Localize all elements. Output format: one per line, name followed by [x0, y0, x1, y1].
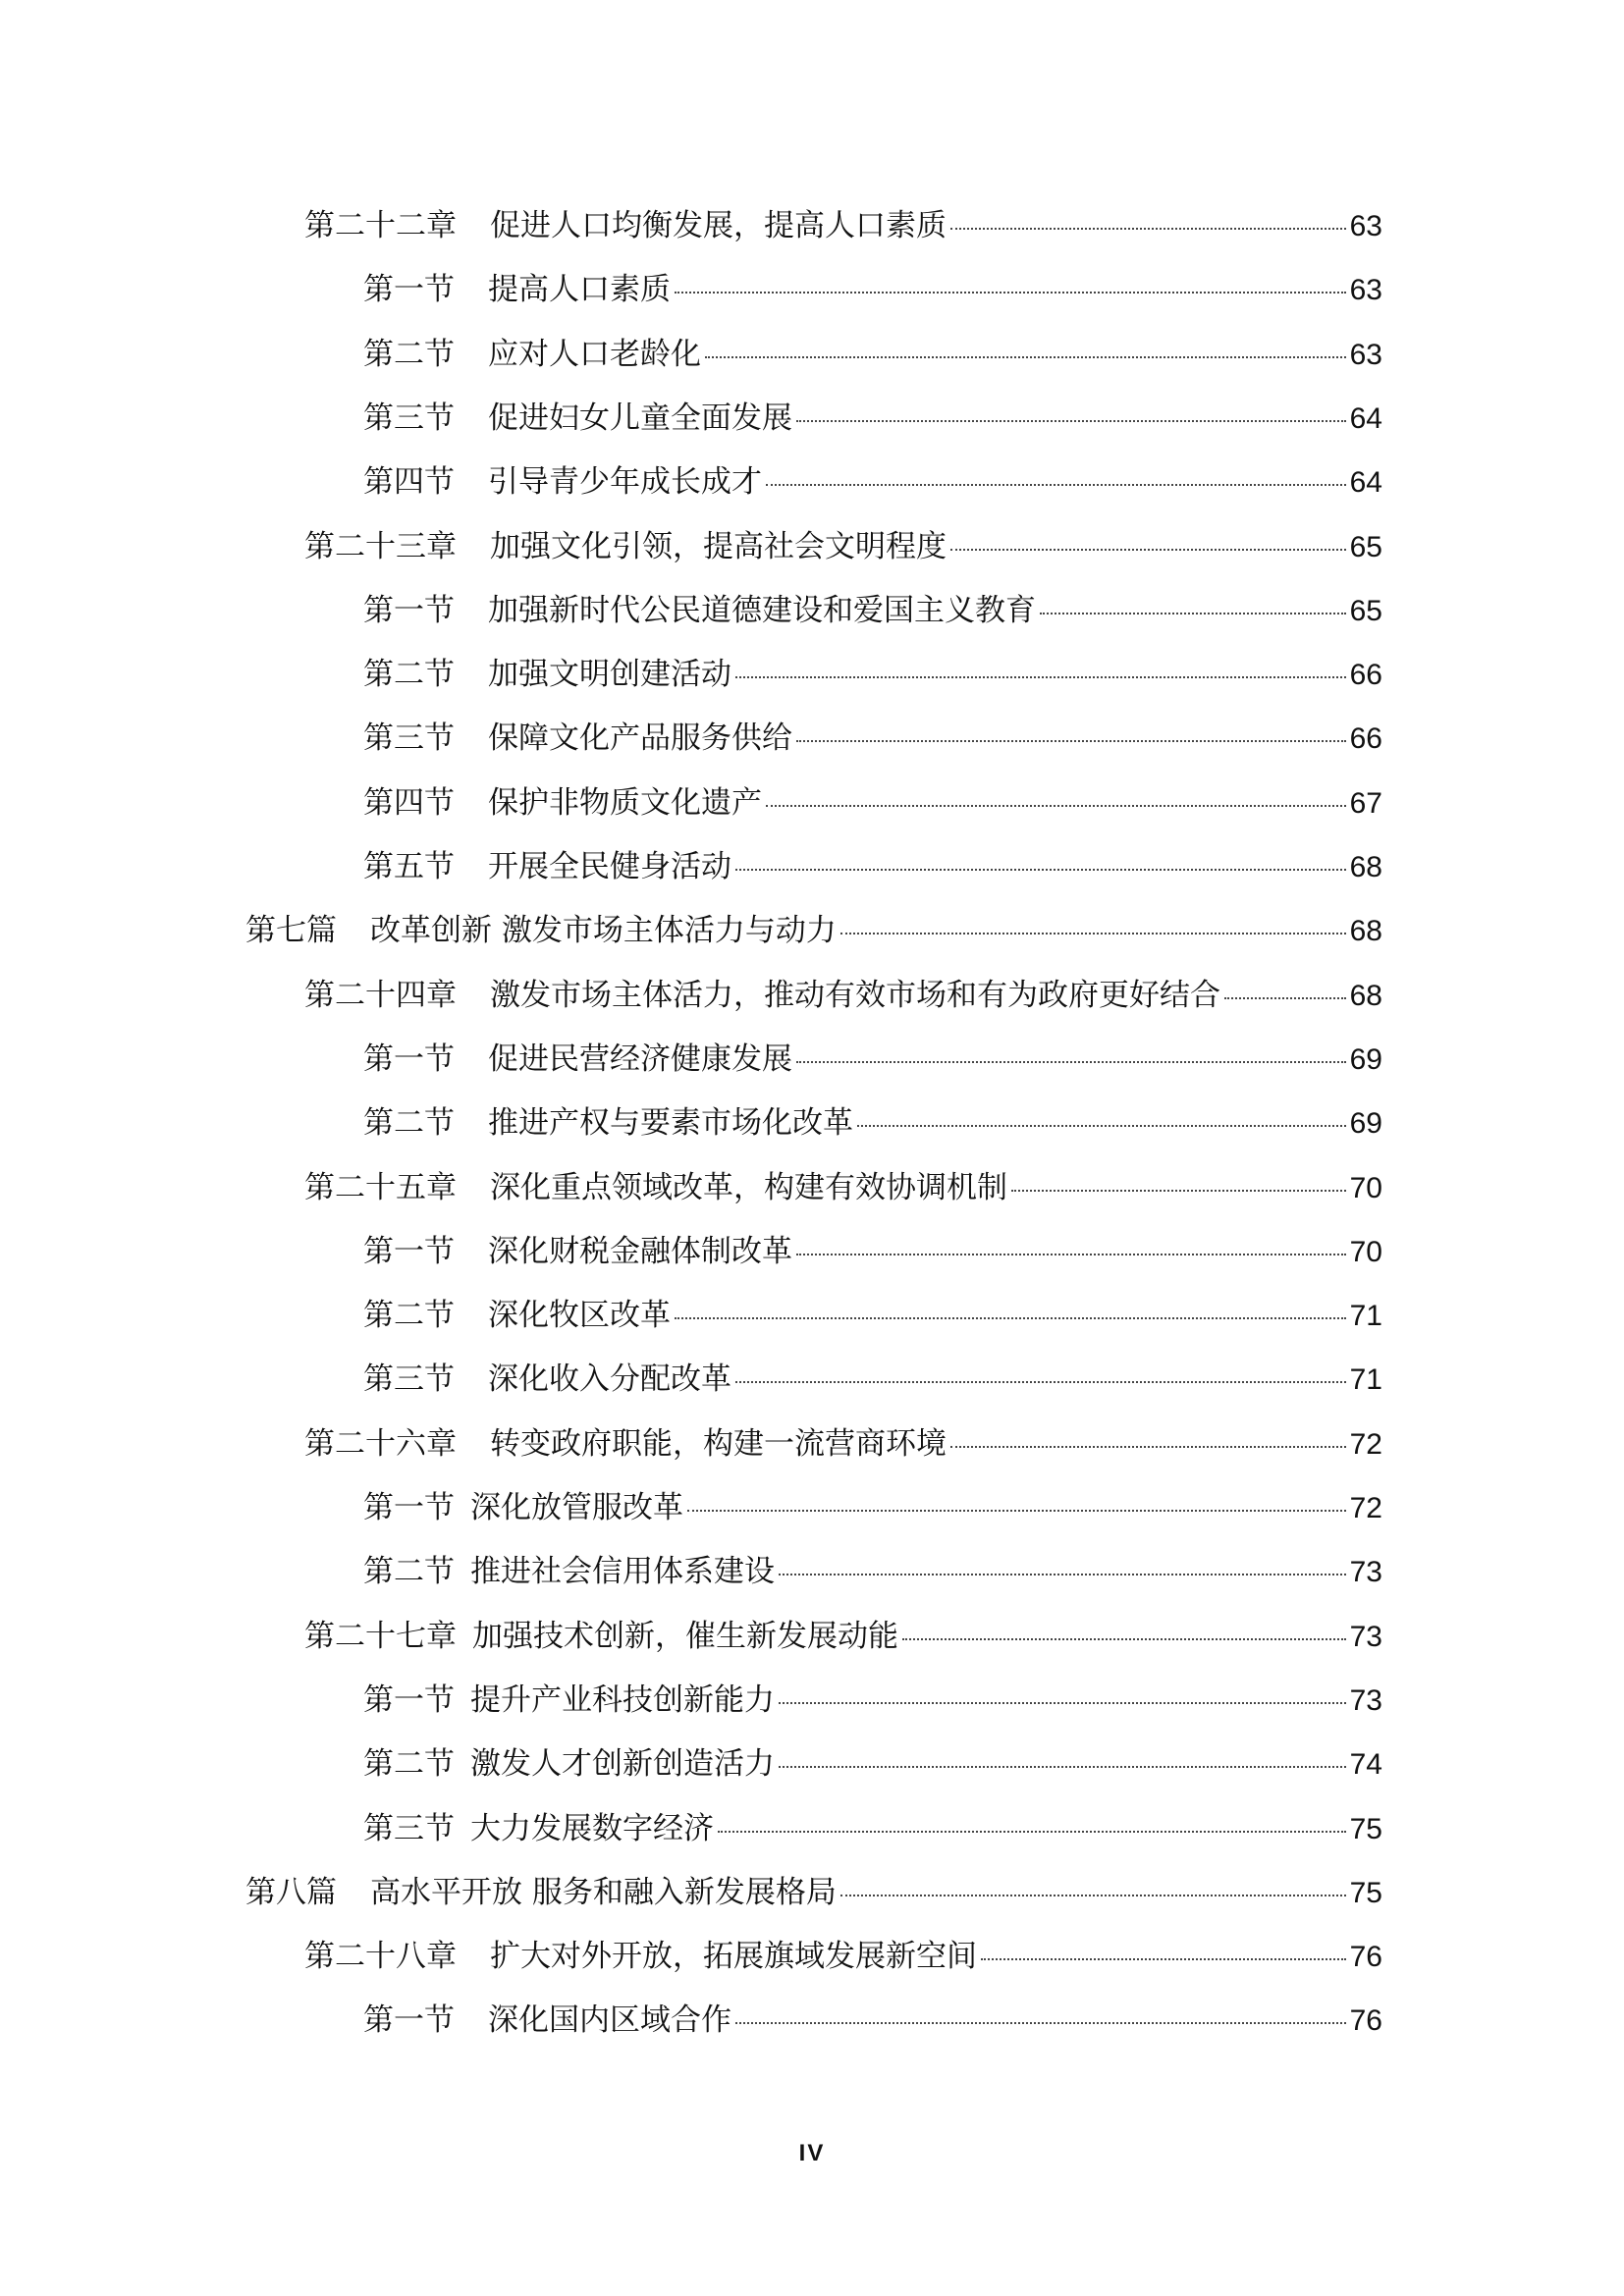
dot-leader: [950, 549, 1346, 551]
toc-entry-label: 第七篇: [245, 913, 337, 949]
toc-entry-label: 第二十三章: [304, 528, 457, 564]
toc-entry-section[interactable]: [363, 460, 1382, 504]
toc-entry-label: 第一节: [363, 1682, 455, 1718]
toc-entry-section[interactable]: [363, 653, 1382, 696]
toc-entry-page: 63: [1349, 338, 1382, 371]
toc-entry-page: 67: [1349, 786, 1382, 820]
toc-entry-page: 63: [1349, 274, 1382, 307]
toc-entry-page: 65: [1349, 530, 1382, 563]
toc-entry-title: 高水平开放 服务和融入新发展格局: [370, 1874, 837, 1910]
toc-entry-title: 加强新时代公民道德建设和爱国主义教育: [488, 592, 1036, 628]
toc-entry-label: 第二节: [363, 1746, 455, 1783]
toc-entry-title: 激发市场主体活力，推动有效市场和有为政府更好结合: [490, 977, 1220, 1013]
toc-entry-section[interactable]: [363, 1679, 1382, 1722]
toc-entry-section[interactable]: [363, 845, 1382, 888]
toc-entry-title: 促进人口均衡发展，提高人口素质: [490, 208, 947, 243]
toc-entry-section[interactable]: [363, 1550, 1382, 1593]
toc-entry-label: 第二十七章: [304, 1618, 457, 1654]
toc-entry-title: 加强技术创新，催生新发展动能: [472, 1618, 898, 1654]
toc-entry-page: 73: [1349, 1620, 1382, 1653]
toc-entry-page: 68: [1349, 979, 1382, 1012]
toc-entry-title: 促进民营经济健康发展: [488, 1041, 792, 1077]
toc-entry-section[interactable]: [363, 1230, 1382, 1273]
toc-entry-page: 76: [1349, 1941, 1382, 1974]
toc-entry-page: 63: [1349, 210, 1382, 242]
toc-entry-title: 推进产权与要素市场化改革: [488, 1105, 853, 1142]
toc-entry-title: 加强文明创建活动: [488, 657, 731, 693]
toc-entry-page: 71: [1349, 1363, 1382, 1397]
dot-leader: [735, 2022, 1346, 2024]
dot-leader: [779, 1574, 1346, 1575]
dot-leader: [718, 1831, 1346, 1833]
toc-entry-page: 64: [1349, 466, 1382, 500]
toc-entry-page: 70: [1349, 1235, 1382, 1268]
dot-leader: [1011, 1190, 1346, 1192]
dot-leader: [840, 1895, 1346, 1896]
dot-leader: [950, 1446, 1346, 1448]
toc-entry-section[interactable]: [363, 268, 1382, 311]
toc-entry-label: 第三节: [363, 400, 455, 436]
toc-entry-title: 激发人才创新创造活力: [470, 1746, 775, 1783]
toc-entry-page: 73: [1349, 1683, 1382, 1717]
toc-entry-chapter[interactable]: [304, 1166, 1382, 1209]
toc-entry-label: 第二节: [363, 336, 455, 372]
toc-entry-label: 第二十二章: [304, 208, 457, 243]
toc-entry-section[interactable]: [363, 397, 1382, 440]
toc-entry-section[interactable]: [363, 1358, 1382, 1401]
dot-leader: [902, 1638, 1346, 1640]
toc-entry-section[interactable]: [363, 1999, 1382, 2042]
toc-entry-chapter[interactable]: [304, 1935, 1382, 1978]
toc-entry-page: 76: [1349, 2004, 1382, 2038]
dot-leader: [687, 1510, 1346, 1512]
toc-entry-label: 第二节: [363, 1105, 455, 1142]
dot-leader: [735, 869, 1346, 871]
toc-entry-chapter[interactable]: [304, 1615, 1382, 1658]
dot-leader: [705, 356, 1346, 358]
toc-entry-title: 促进妇女儿童全面发展: [488, 400, 792, 436]
toc-entry-page: 69: [1349, 1107, 1382, 1141]
toc-entry-title: 保障文化产品服务供给: [488, 721, 792, 757]
toc-entry-title: 大力发展数字经济: [470, 1810, 714, 1846]
toc-entry-label: 第四节: [363, 784, 455, 821]
toc-entry-page: 75: [1349, 1876, 1382, 1909]
page-number: IV: [798, 2140, 826, 2166]
toc-entry-label: 第五节: [363, 849, 455, 884]
dot-leader: [766, 805, 1346, 807]
toc-entry-section[interactable]: [363, 589, 1382, 632]
toc-entry-label: 第三节: [363, 1810, 455, 1846]
toc-entry-title: 开展全民健身活动: [488, 849, 731, 884]
toc-entry-title: 应对人口老龄化: [488, 336, 701, 372]
dot-leader: [735, 1381, 1346, 1383]
toc-entry-title: 改革创新 激发市场主体活力与动力: [370, 913, 837, 949]
toc-entry-label: 第二节: [363, 657, 455, 693]
toc-entry-page: 68: [1349, 851, 1382, 883]
toc-entry-label: 第八篇: [245, 1874, 337, 1910]
toc-entry-section[interactable]: [363, 1742, 1382, 1786]
dot-leader: [779, 1702, 1346, 1704]
toc-entry-label: 第三节: [363, 721, 455, 757]
dot-leader: [675, 292, 1346, 294]
toc-entry-title: 深化牧区改革: [488, 1298, 671, 1334]
toc-entry-section[interactable]: [363, 1807, 1382, 1850]
toc-entry-page: 75: [1349, 1812, 1382, 1845]
toc-entry-page: 64: [1349, 401, 1382, 435]
toc-entry-section[interactable]: [363, 1038, 1382, 1081]
toc-entry-label: 第二十六章: [304, 1425, 457, 1462]
toc-entry-title: 提高人口素质: [488, 272, 671, 308]
toc-entry-label: 第一节: [363, 1490, 455, 1525]
toc-entry-section[interactable]: [363, 1486, 1382, 1529]
toc-entry-page: 74: [1349, 1748, 1382, 1782]
toc-entry-part[interactable]: [245, 909, 1382, 952]
toc-entry-title: 推进社会信用体系建设: [470, 1554, 775, 1590]
toc-entry-title: 保护非物质文化遗产: [488, 784, 762, 821]
toc-entry-page: 70: [1349, 1171, 1382, 1204]
toc-entry-chapter[interactable]: [304, 525, 1382, 568]
dot-leader: [981, 1958, 1346, 1960]
toc-entry-title: 深化收入分配改革: [488, 1362, 731, 1398]
dot-leader: [766, 484, 1346, 486]
toc-entry-title: 深化放管服改革: [470, 1490, 683, 1525]
toc-entry-label: 第一节: [363, 272, 455, 308]
toc-entry-page: 66: [1349, 659, 1382, 692]
toc-entry-label: 第三节: [363, 1362, 455, 1398]
toc-entry-page: 72: [1349, 1492, 1382, 1524]
toc-entry-section[interactable]: [363, 781, 1382, 825]
dot-leader: [796, 740, 1346, 742]
toc-entry-title: 加强文化引领，提高社会文明程度: [490, 528, 947, 564]
dot-leader: [857, 1125, 1346, 1127]
toc-entry-label: 第一节: [363, 2002, 455, 2039]
dot-leader: [950, 228, 1346, 230]
toc-entry-title: 深化重点领域改革，构建有效协调机制: [490, 1169, 1007, 1205]
toc-entry-label: 第二十四章: [304, 977, 457, 1013]
dot-leader: [1224, 997, 1346, 999]
toc-entry-section[interactable]: [363, 717, 1382, 760]
toc-entry-label: 第一节: [363, 1233, 455, 1269]
toc-entry-chapter[interactable]: [304, 974, 1382, 1017]
toc-entry-label: 第二节: [363, 1554, 455, 1590]
toc-entry-title: 深化财税金融体制改革: [488, 1233, 792, 1269]
toc-entry-section[interactable]: [363, 1294, 1382, 1337]
toc-entry-page: 68: [1349, 915, 1382, 948]
dot-leader: [796, 1061, 1346, 1063]
toc-entry-section[interactable]: [363, 1101, 1382, 1145]
dot-leader: [779, 1766, 1346, 1768]
toc-entry-page: 65: [1349, 594, 1382, 627]
dot-leader: [675, 1317, 1346, 1319]
toc-entry-page: 66: [1349, 722, 1382, 756]
toc-entry-label: 第一节: [363, 592, 455, 628]
dot-leader: [796, 1254, 1346, 1255]
toc-entry-chapter[interactable]: [304, 204, 1382, 247]
toc-entry-section[interactable]: [363, 333, 1382, 376]
toc-entry-title: 提升产业科技创新能力: [470, 1682, 775, 1718]
toc-entry-page: 69: [1349, 1042, 1382, 1076]
toc-entry-label: 第四节: [363, 464, 455, 501]
toc-entry-page: 72: [1349, 1427, 1382, 1461]
toc-entry-part[interactable]: [245, 1871, 1382, 1914]
dot-leader: [796, 420, 1346, 422]
toc-entry-page: 71: [1349, 1300, 1382, 1333]
toc-entry-title: 扩大对外开放，拓展旗域发展新空间: [490, 1939, 977, 1975]
toc-entry-page: 73: [1349, 1556, 1382, 1589]
toc-entry-label: 第二节: [363, 1298, 455, 1334]
toc-entry-label: 第二十五章: [304, 1169, 457, 1205]
toc-entry-chapter[interactable]: [304, 1422, 1382, 1466]
toc-entry-title: 转变政府职能，构建一流营商环境: [490, 1425, 947, 1462]
toc-entry-title: 引导青少年成长成才: [488, 464, 762, 501]
dot-leader: [1040, 613, 1346, 614]
dot-leader: [840, 933, 1346, 934]
toc-entry-label: 第一节: [363, 1041, 455, 1077]
toc-entry-label: 第二十八章: [304, 1939, 457, 1975]
dot-leader: [735, 676, 1346, 678]
toc-entry-title: 深化国内区域合作: [488, 2002, 731, 2039]
